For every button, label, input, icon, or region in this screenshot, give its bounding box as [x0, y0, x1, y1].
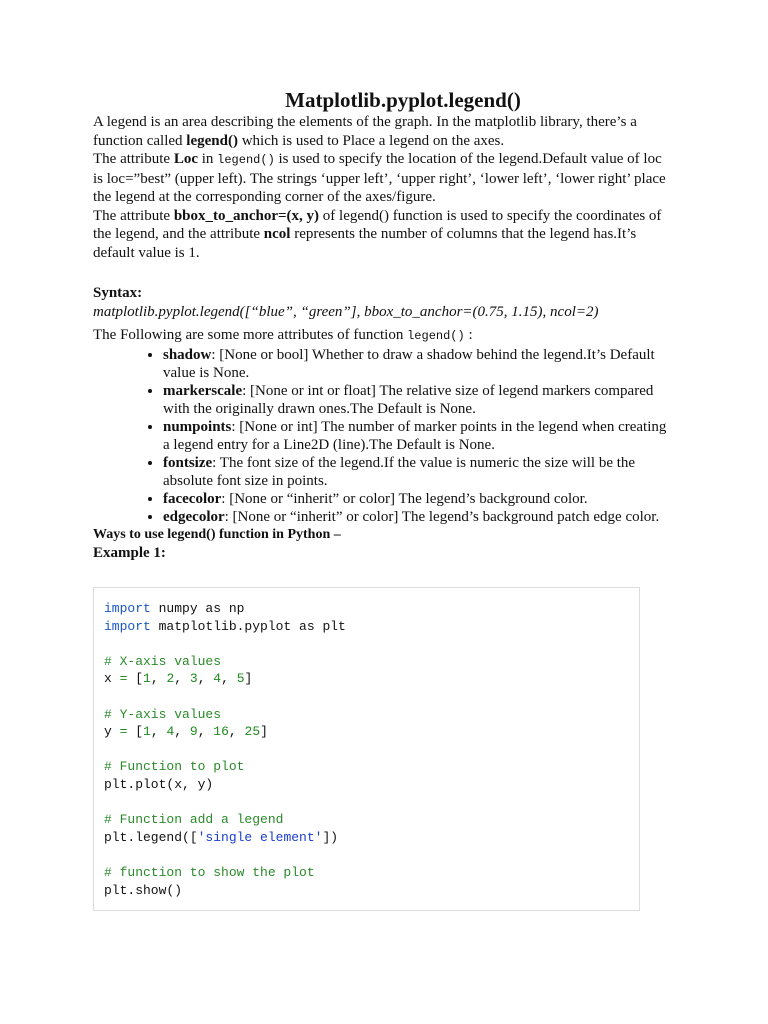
- code-comment: # function to show the plot: [104, 864, 315, 880]
- code-line: import numpy as np: [104, 601, 245, 616]
- code-line: plt.legend(['single element']): [104, 829, 339, 845]
- syntax-heading: Syntax:: [93, 285, 143, 301]
- list-item: • fontsize: The font size of the legend.If the value is numeric the size will be the absolute font size in points.: [163, 454, 673, 490]
- code-comment: # Function add a legend: [104, 812, 284, 828]
- intro-paragraph-2: The attribute Loc in legend() is used to specify the location of the legend.Default value of loc is loc=”best” (upper left). The strings ‘upper left’, ‘upper right’, ‘lower left’, ‘lower right’ place the legend at the corresponding corner of the axes/figure.: [93, 151, 666, 205]
- intro-paragraph-3: The attribute bbox_to_anchor=(x, y) of legend() function is used to specify the coordinates of the legend, and the attribute ncol represents the number of columns that the legend has.It’s default value is 1.: [93, 207, 662, 261]
- code-block: [93, 587, 640, 911]
- intro-paragraph-1: A legend is an area describing the elements of the graph. In the matplotlib library, there’s a function called legend() which is used to Place a legend on the axes.: [93, 114, 637, 149]
- code-line: x = [1, 2, 3, 4, 5]: [104, 671, 253, 687]
- code-comment: # Function to plot: [104, 759, 245, 775]
- list-item: • facecolor: [None or “inherit” or color] The legend’s background color.: [163, 490, 673, 508]
- code-line: plt.plot(x, y): [104, 776, 214, 792]
- attributes-intro: The Following are some more attributes of function legend() :: [93, 327, 473, 343]
- code-comment: # X-axis values: [104, 653, 222, 669]
- syntax-text: matplotlib.pyplot.legend([“blue”, “green”], bbox_to_anchor=(0.75, 1.15), ncol=2): [93, 303, 599, 320]
- list-item: • edgecolor: [None or “inherit” or color] The legend’s background patch edge color.: [163, 508, 673, 526]
- code-line: import matplotlib.pyplot as plt: [104, 618, 346, 634]
- list-item: • numpoints: [None or int] The number of marker points in the legend when creating a legend entry for a Line2D (line).The Default is None.: [163, 418, 673, 454]
- ways-heading: Ways to use legend() function in Python –: [93, 526, 341, 542]
- page-title: Matplotlib.pyplot.legend(): [285, 88, 521, 112]
- code-line: y = [1, 4, 9, 16, 25]: [104, 724, 268, 740]
- code-comment: # Y-axis values: [104, 706, 222, 722]
- example-heading: Example 1:: [93, 544, 166, 561]
- attributes-list: [93, 346, 673, 526]
- list-item: • markerscale: [None or int or float] The relative size of legend markers compared with the originally drawn ones.The Default is None.: [163, 382, 673, 418]
- document-body: [93, 113, 673, 562]
- code-line: plt.show(): [104, 882, 183, 898]
- code-content: [104, 600, 346, 899]
- list-item: • shadow: [None or bool] Whether to draw a shadow behind the legend.It’s Default value is None.: [163, 346, 673, 382]
